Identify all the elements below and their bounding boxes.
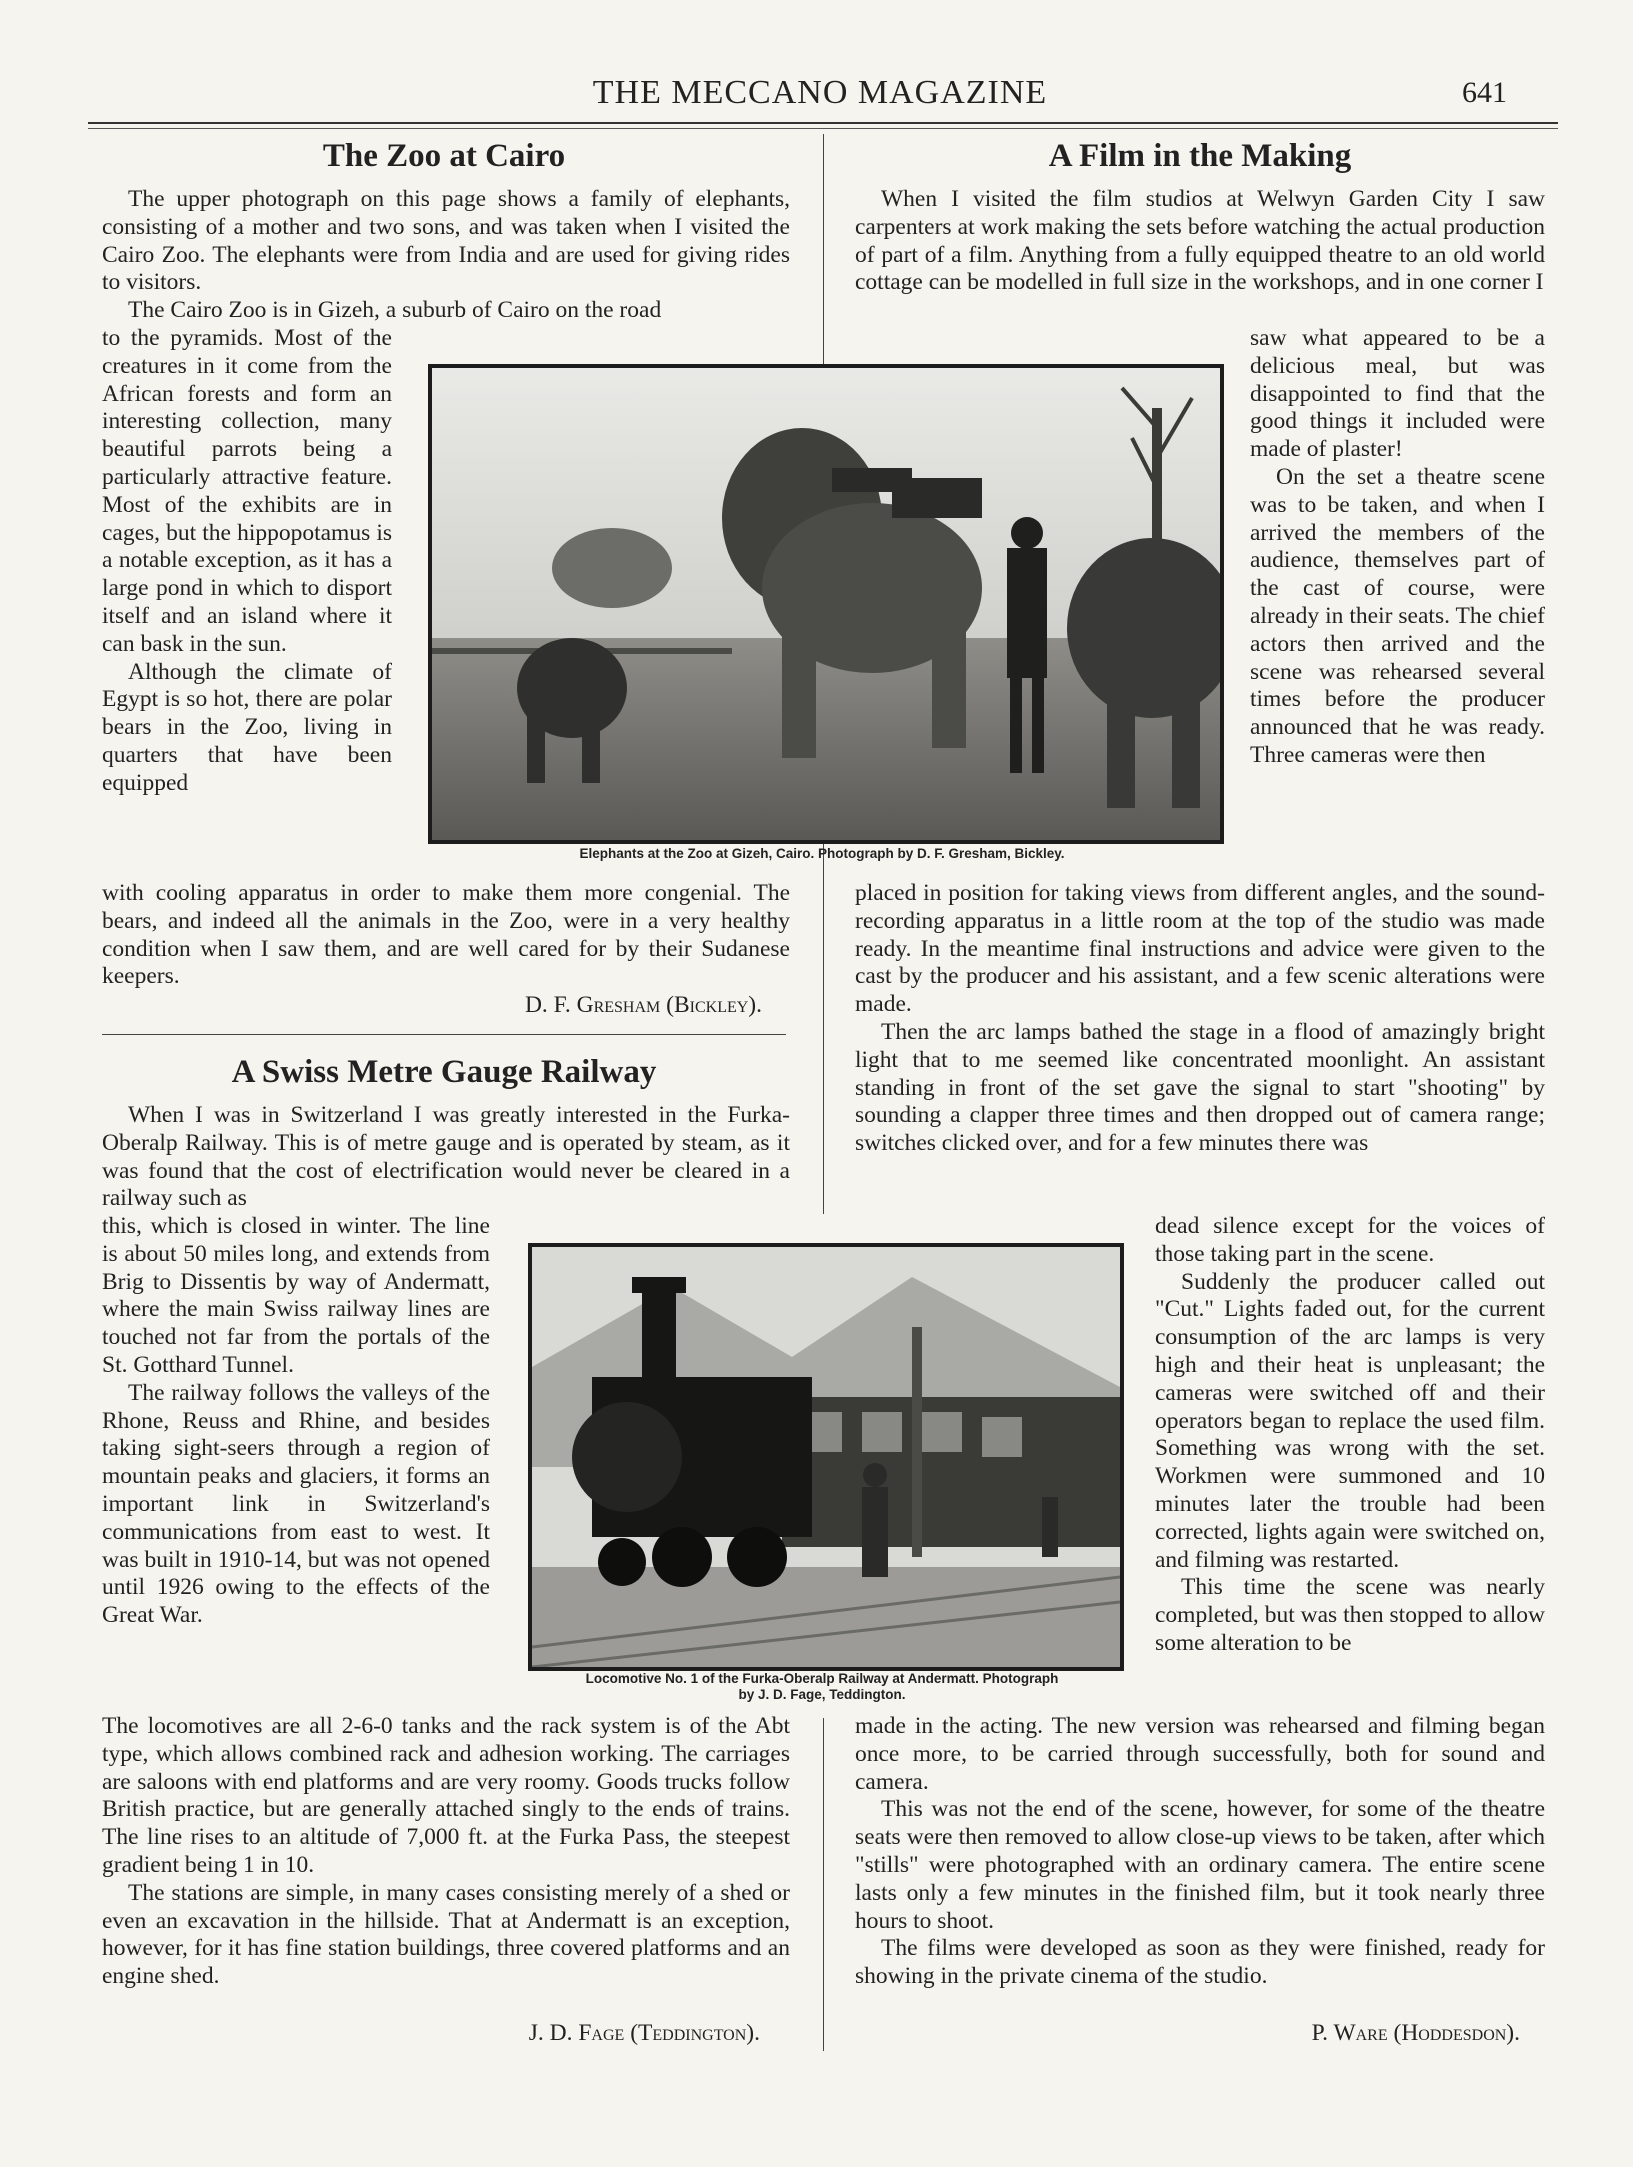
film-article-middle: [855, 880, 1545, 1158]
zoo-paragraph-1: The upper photograph on this page shows a family of elephants, consisting of a mother and two sons, and was taken when I visited the Cairo Zoo. The elephants were from India and are used for giving rides to visitors.: [102, 186, 790, 296]
locomotive-caption-line-1: Locomotive No. 1 of the Furka-Oberalp Railway at Andermatt. Photograph: [585, 1671, 1059, 1686]
swiss-article-side-column: [102, 1213, 490, 1630]
film-article-title: A Film in the Making: [1048, 138, 1352, 174]
film-article-side-column-2: [1155, 1213, 1545, 1658]
locomotive-photograph: [528, 1243, 1124, 1671]
zoo-article-intro: [102, 186, 790, 325]
locomotive-photo-illustration: [532, 1247, 1120, 1667]
swiss-paragraph-3-full: The stations are simple, in many cases consisting merely of a shed or even an excavation in the hillside. That at Andermatt is an exception, however, for it has fine station buildings, three covered platforms and an engine shed.: [102, 1879, 790, 1990]
zoo-signature: D. F. Gresham (Bickley).: [524, 992, 762, 1018]
magazine-title: THE MECCANO MAGAZINE: [592, 74, 1048, 111]
swiss-paragraph-1-full: When I was in Switzerland I was greatly interested in the Furka-Oberalp Railway. This is of metre gauge and is operated by steam, as it was found that the cost of electrification would never be cleared in a railway such as: [102, 1102, 790, 1212]
film-article-intro: [855, 186, 1545, 297]
film-paragraph-1-side: saw what appeared to be a delicious meal, but was disappointed to find that the good things it included were made of plaster!: [1250, 325, 1545, 463]
film-paragraph-4-side: Suddenly the producer called out "Cut." Lights faded out, for the current consumption of the arc lamps is very high and their heat is unpleasant; the cameras were switched off and their operators began to replace the used film. Something was wrong with the set. Workmen were summoned and 10 minutes later the trouble had been corrected, lights again were switched on, and filming was restarted.: [1155, 1268, 1545, 1573]
swiss-paragraph-2-side: The railway follows the valleys of the Rhone, Reuss and Rhine, and besides taking sight-seers through a region of mountain peaks and glaciers, it forms an important link in Switzerland's communications from east to west. It was built in 1910-14, but was not opened until 1926 owing to the effects of the Great War.: [102, 1379, 490, 1629]
zoo-article-title: The Zoo at Cairo: [322, 138, 566, 174]
swiss-paragraph-1-side: this, which is closed in winter. The line is about 50 miles long, and extends from Brig to Dissentis by way of Andermatt, where the main Swiss railway lines are touched not far from the portals of the St. Gotthard Tunnel.: [102, 1213, 490, 1378]
film-paragraph-3-side: dead silence except for the voices of those taking part in the scene.: [1155, 1213, 1545, 1267]
film-paragraph-3-full: Then the arc lamps bathed the stage in a flood of amazingly bright light that to me seemed like concentrated moonlight. An assistant standing in front of the set gave the signal to start "shooting" by sounding a clapper three times and then dropped out of camera range; switches clicked over, and for a few minutes there was: [855, 1018, 1545, 1157]
article-separator: [102, 1034, 786, 1035]
elephant-photo-illustration: [432, 368, 1220, 840]
film-article-side-column: [1250, 325, 1545, 770]
header-rule-thin: [88, 128, 1558, 129]
film-article-end: [855, 1713, 1545, 1991]
film-paragraph-7-full: The films were developed as soon as they were finished, ready for showing in the private cinema of the studio.: [855, 1935, 1545, 1990]
zoo-article-side-column: [102, 325, 392, 798]
swiss-paragraph-2-full: The locomotives are all 2-6-0 tanks and the rack system is of the Abt type, which allows combined rack and adhesion working. The carriages are saloons with end platforms and are very roomy. Goods trucks follow British practice, but are generally attached singly to the ends of trains. The line rises to an altitude of 7,000 ft. at the Furka Pass, the steepest gradient being 1 in 10.: [102, 1713, 790, 1878]
film-paragraph-5-full: made in the acting. The new version was rehearsed and filming began once more, to be carried through successfully, both for sound and camera.: [855, 1713, 1545, 1795]
zoo-paragraph-2-side: to the pyramids. Most of the creatures in it come from the African forests and form an interesting collection, many beautiful parrots being a particularly attractive feature. Most of the exhibits are in cages, but the hippopotamus is a notable exception, as it has a large pond in which to disport itself and an island where it can bask in the sun.: [102, 325, 392, 657]
zoo-paragraph-3-side: Although the climate of Egypt is so hot, there are polar bears in the Zoo, living in quarters that have been equipped: [102, 658, 392, 796]
elephant-photo-caption: Elephants at the Zoo at Gizeh, Cairo. Photograph by D. F. Gresham, Bickley.: [579, 846, 1065, 861]
film-paragraph-6-full: This was not the end of the scene, however, for some of the theatre seats were then removed to allow close-up views to be taken, after which "stills" were photographed with an ordinary camera. The entire scene lasts only a few minutes in the finished film, but it took nearly three hours to shoot.: [855, 1796, 1545, 1934]
swiss-article-title: A Swiss Metre Gauge Railway: [231, 1054, 657, 1090]
zoo-article-continuation: [102, 880, 790, 991]
zoo-paragraph-2-top: The Cairo Zoo is in Gizeh, a suburb of Cairo on the road: [128, 297, 662, 324]
film-paragraph-2-side: On the set a theatre scene was to be taken, and when I arrived the members of the audience, themselves part of the cast of course, were already in their seats. The chief actors then arrived and the scene was rehearsed several times before the producer announced that he was ready. Three cameras were then: [1250, 463, 1545, 768]
swiss-article-intro: [102, 1102, 790, 1213]
page-number: 641: [1462, 76, 1507, 109]
film-paragraph-2-full: placed in position for taking views from different angles, and the sound-recording apparatus in a little room at the top of the studio was made ready. In the meantime final instructions and advice were given to the cast by the producer and his assistant, and a few scenic alterations were made.: [855, 880, 1545, 1018]
elephant-photograph: [428, 364, 1224, 844]
swiss-article-continuation: [102, 1713, 790, 1991]
column-divider-bottom: [823, 1718, 824, 2051]
swiss-signature: J. D. Fage (Teddington).: [528, 2020, 760, 2046]
zoo-paragraph-3-full: with cooling apparatus in order to make them more congenial. The bears, and indeed all the animals in the Zoo, were in a very healthy condition when I saw them, and are well cared for by their Sudanese keepers.: [102, 880, 790, 990]
locomotive-caption-line-2: by J. D. Fage, Teddington.: [738, 1687, 906, 1702]
locomotive-photo-caption: [524, 1671, 1120, 1703]
film-signature: P. Ware (Hoddesdon).: [1311, 2020, 1520, 2046]
film-paragraph-1-top: When I visited the film studios at Welwyn Garden City I saw carpenters at work making the sets before watching the actual production of part of a film. Anything from a fully equipped theatre to an old world cottage can be modelled in full size in the workshops, and in one corner I: [855, 186, 1545, 296]
film-paragraph-5-side: This time the scene was nearly completed, but was then stopped to allow some alteration to be: [1155, 1574, 1545, 1656]
header-rule: [88, 122, 1558, 124]
